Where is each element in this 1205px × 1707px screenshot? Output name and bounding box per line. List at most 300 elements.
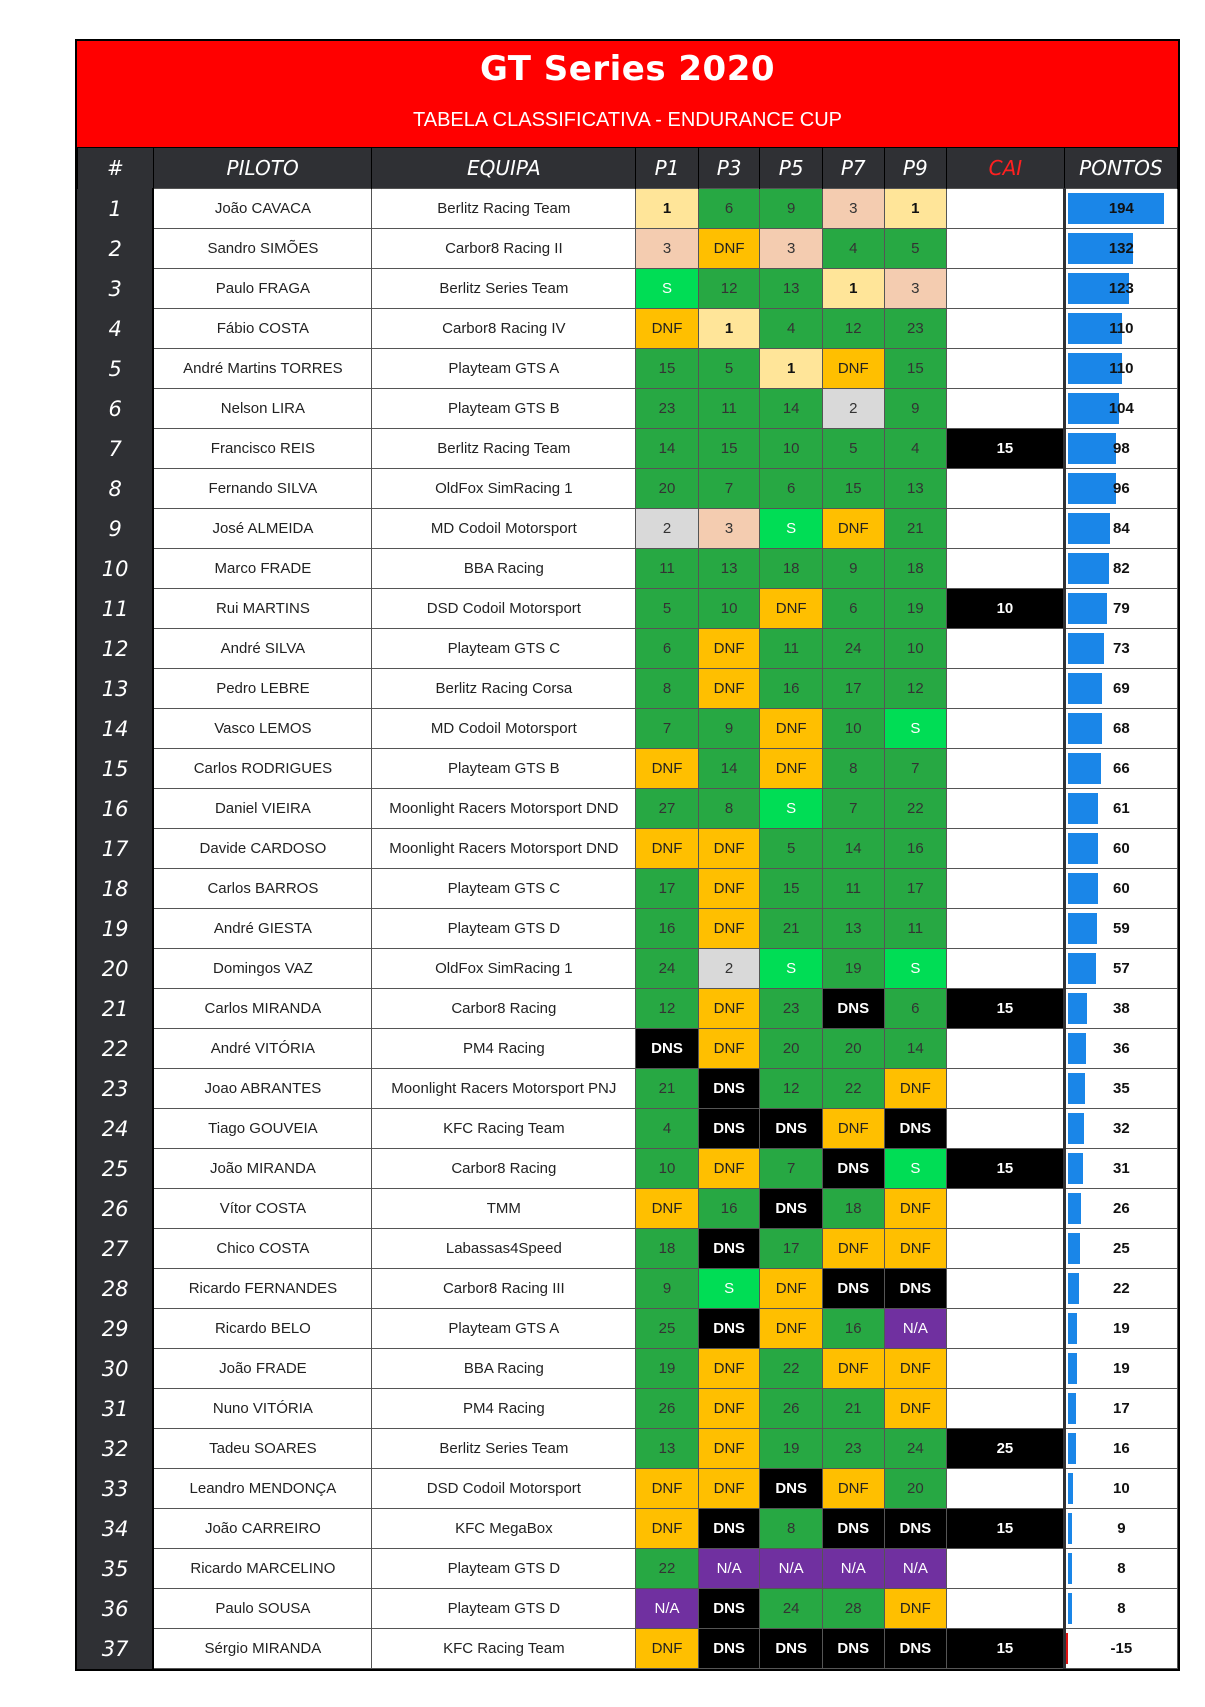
result-cell-p7: 2 <box>822 389 884 429</box>
result-cell-p7: DNS <box>822 989 884 1029</box>
result-cell-p9: 19 <box>884 589 947 629</box>
dropped-cell <box>947 229 1065 269</box>
dropped-cell <box>947 669 1065 709</box>
points-bar <box>1068 513 1110 544</box>
dropped-cell <box>947 1349 1065 1389</box>
result-cell-p7: 28 <box>822 1589 884 1629</box>
points-value: 60 <box>1113 880 1130 897</box>
table-row <box>78 909 1178 949</box>
points-value: 19 <box>1113 1360 1130 1377</box>
dropped-cell <box>947 349 1065 389</box>
points-bar <box>1068 713 1102 744</box>
driver-cell: João CAVACA <box>153 189 372 229</box>
result-cell-p7: 7 <box>822 789 884 829</box>
points-cell <box>1064 829 1177 869</box>
points-bar <box>1068 1593 1072 1624</box>
result-cell-p5: 19 <box>760 1429 823 1469</box>
points-bar <box>1068 1353 1077 1384</box>
result-cell-p7: 15 <box>822 469 884 509</box>
header-race-p3: P3 <box>698 148 760 189</box>
result-cell-p9: 3 <box>884 269 947 309</box>
points-cell <box>1064 229 1177 269</box>
points-bar <box>1068 1473 1073 1504</box>
points-value: 66 <box>1113 760 1130 777</box>
table-row <box>78 549 1178 589</box>
result-cell-p3: 15 <box>698 429 760 469</box>
result-cell-p5: 16 <box>760 669 823 709</box>
result-cell-p1: 26 <box>636 1389 699 1429</box>
position-cell: 25 <box>78 1149 154 1189</box>
points-cell <box>1064 709 1177 749</box>
result-cell-p1: 21 <box>636 1069 699 1109</box>
points-value: 96 <box>1113 480 1130 497</box>
points-bar <box>1068 993 1087 1024</box>
result-cell-p9: 23 <box>884 309 947 349</box>
result-cell-p7: 21 <box>822 1389 884 1429</box>
position-cell: 6 <box>78 389 154 429</box>
points-cell <box>1064 1229 1177 1269</box>
position-cell: 32 <box>78 1429 154 1469</box>
team-cell: BBA Racing <box>372 1349 636 1389</box>
points-value: 132 <box>1108 240 1134 257</box>
points-cell <box>1064 549 1177 589</box>
points-cell <box>1064 1029 1177 1069</box>
result-cell-p3: DNF <box>698 229 760 269</box>
result-cell-p5: 24 <box>760 1589 823 1629</box>
points-bar <box>1068 873 1098 904</box>
driver-cell: André VITÓRIA <box>153 1029 372 1069</box>
points-value: 22 <box>1113 1280 1130 1297</box>
result-cell-p3: N/A <box>698 1549 760 1589</box>
position-cell: 23 <box>78 1069 154 1109</box>
result-cell-p5: 21 <box>760 909 823 949</box>
points-bar <box>1068 673 1102 704</box>
dropped-cell <box>947 1469 1065 1509</box>
result-cell-p5: 15 <box>760 869 823 909</box>
result-cell-p9: 18 <box>884 549 947 589</box>
result-cell-p1: 24 <box>636 949 699 989</box>
result-cell-p7: DNF <box>822 1109 884 1149</box>
position-cell: 5 <box>78 349 154 389</box>
dropped-cell <box>947 189 1065 229</box>
result-cell-p9: 16 <box>884 829 947 869</box>
result-cell-p5: 9 <box>760 189 823 229</box>
result-cell-p3: DNF <box>698 1029 760 1069</box>
position-cell: 8 <box>78 469 154 509</box>
points-cell <box>1064 909 1177 949</box>
result-cell-p9: 24 <box>884 1429 947 1469</box>
result-cell-p7: 22 <box>822 1069 884 1109</box>
team-cell: PM4 Racing <box>372 1389 636 1429</box>
points-cell <box>1064 1629 1177 1669</box>
points-cell <box>1064 789 1177 829</box>
result-cell-p5: DNS <box>760 1469 823 1509</box>
result-cell-p7: 19 <box>822 949 884 989</box>
table-row <box>78 1389 1178 1429</box>
driver-cell: Carlos BARROS <box>153 869 372 909</box>
result-cell-p1: 6 <box>636 629 699 669</box>
result-cell-p1: 3 <box>636 229 699 269</box>
dropped-cell <box>947 1029 1065 1069</box>
result-cell-p3: DNF <box>698 1149 760 1189</box>
table-row <box>78 1029 1178 1069</box>
points-value: 123 <box>1108 280 1134 297</box>
position-cell: 2 <box>78 229 154 269</box>
team-cell: Playteam GTS B <box>372 749 636 789</box>
position-cell: 26 <box>78 1189 154 1229</box>
table-row <box>78 1589 1178 1629</box>
result-cell-p7: 20 <box>822 1029 884 1069</box>
result-cell-p9: DNF <box>884 1389 947 1429</box>
driver-cell: João FRADE <box>153 1349 372 1389</box>
result-cell-p7: DNF <box>822 1229 884 1269</box>
table-row <box>78 1469 1178 1509</box>
header-race-p9: P9 <box>884 148 947 189</box>
points-cell <box>1064 1509 1177 1549</box>
driver-cell: Ricardo BELO <box>153 1309 372 1349</box>
driver-cell: Pedro LEBRE <box>153 669 372 709</box>
result-cell-p1: 7 <box>636 709 699 749</box>
dropped-cell <box>947 829 1065 869</box>
driver-cell: Sérgio MIRANDA <box>153 1629 372 1669</box>
result-cell-p3: 8 <box>698 789 760 829</box>
header-race-p5: P5 <box>760 148 823 189</box>
team-cell: Carbor8 Racing IV <box>372 309 636 349</box>
position-cell: 19 <box>78 909 154 949</box>
position-cell: 4 <box>78 309 154 349</box>
points-cell <box>1064 269 1177 309</box>
dropped-cell: 15 <box>947 989 1065 1029</box>
points-value: 36 <box>1113 1040 1130 1057</box>
table-row <box>78 1149 1178 1189</box>
position-cell: 37 <box>78 1629 154 1669</box>
result-cell-p7: 5 <box>822 429 884 469</box>
table-row <box>78 309 1178 349</box>
result-cell-p1: DNF <box>636 749 699 789</box>
result-cell-p3: DNF <box>698 1429 760 1469</box>
driver-cell: Nelson LIRA <box>153 389 372 429</box>
result-cell-p9: 10 <box>884 629 947 669</box>
points-cell <box>1064 749 1177 789</box>
result-cell-p7: 3 <box>822 189 884 229</box>
team-cell: Playteam GTS B <box>372 389 636 429</box>
points-bar <box>1068 1033 1086 1064</box>
driver-cell: André SILVA <box>153 629 372 669</box>
team-cell: Labassas4Speed <box>372 1229 636 1269</box>
result-cell-p1: S <box>636 269 699 309</box>
table-row <box>78 1109 1178 1149</box>
position-cell: 17 <box>78 829 154 869</box>
points-cell <box>1064 1349 1177 1389</box>
page-title: GT Series 2020 <box>479 49 776 89</box>
points-cell <box>1064 949 1177 989</box>
header-dropped: CAI <box>947 148 1065 189</box>
table-row <box>78 1269 1178 1309</box>
dropped-cell <box>947 1069 1065 1109</box>
dropped-cell <box>947 1269 1065 1309</box>
result-cell-p7: 1 <box>822 269 884 309</box>
result-cell-p3: 5 <box>698 349 760 389</box>
result-cell-p3: 3 <box>698 509 760 549</box>
result-cell-p3: DNF <box>698 909 760 949</box>
result-cell-p3: DNF <box>698 1389 760 1429</box>
points-bar <box>1068 1073 1085 1104</box>
table-row <box>78 829 1178 869</box>
driver-cell: Davide CARDOSO <box>153 829 372 869</box>
result-cell-p5: DNF <box>760 709 823 749</box>
points-cell <box>1064 669 1177 709</box>
dropped-cell <box>947 1549 1065 1589</box>
result-cell-p1: DNF <box>636 309 699 349</box>
points-cell <box>1064 389 1177 429</box>
points-value: 19 <box>1113 1320 1130 1337</box>
position-cell: 36 <box>78 1589 154 1629</box>
result-cell-p3: 12 <box>698 269 760 309</box>
result-cell-p5: 17 <box>760 1229 823 1269</box>
position-cell: 35 <box>78 1549 154 1589</box>
result-cell-p5: DNF <box>760 1309 823 1349</box>
points-value: 68 <box>1113 720 1130 737</box>
points-value: 69 <box>1113 680 1130 697</box>
team-cell: Playteam GTS C <box>372 869 636 909</box>
result-cell-p1: 14 <box>636 429 699 469</box>
result-cell-p1: 16 <box>636 909 699 949</box>
points-cell <box>1064 869 1177 909</box>
table-row <box>78 629 1178 669</box>
dropped-cell <box>947 909 1065 949</box>
result-cell-p7: DNS <box>822 1629 884 1669</box>
dropped-cell <box>947 709 1065 749</box>
position-cell: 22 <box>78 1029 154 1069</box>
result-cell-p3: DNS <box>698 1509 760 1549</box>
points-value: 79 <box>1113 600 1130 617</box>
team-cell: DSD Codoil Motorsport <box>372 1469 636 1509</box>
driver-cell: Tiago GOUVEIA <box>153 1109 372 1149</box>
position-cell: 12 <box>78 629 154 669</box>
result-cell-p1: N/A <box>636 1589 699 1629</box>
points-value: 84 <box>1113 520 1130 537</box>
points-value: 61 <box>1113 800 1130 817</box>
driver-cell: Vítor COSTA <box>153 1189 372 1229</box>
points-value: 32 <box>1113 1120 1130 1137</box>
result-cell-p5: 8 <box>760 1509 823 1549</box>
result-cell-p7: 17 <box>822 669 884 709</box>
table-row <box>78 949 1178 989</box>
team-cell: Carbor8 Racing II <box>372 229 636 269</box>
result-cell-p3: DNS <box>698 1069 760 1109</box>
points-cell <box>1064 509 1177 549</box>
result-cell-p3: 2 <box>698 949 760 989</box>
result-cell-p3: 6 <box>698 189 760 229</box>
result-cell-p5: 26 <box>760 1389 823 1429</box>
result-cell-p3: 7 <box>698 469 760 509</box>
result-cell-p3: DNS <box>698 1589 760 1629</box>
dropped-cell <box>947 949 1065 989</box>
position-cell: 24 <box>78 1109 154 1149</box>
result-cell-p1: 25 <box>636 1309 699 1349</box>
points-value: 110 <box>1109 320 1134 337</box>
table-row <box>78 1629 1178 1669</box>
position-cell: 16 <box>78 789 154 829</box>
result-cell-p9: S <box>884 709 947 749</box>
driver-cell: Vasco LEMOS <box>153 709 372 749</box>
table-row <box>78 669 1178 709</box>
result-cell-p3: 9 <box>698 709 760 749</box>
result-cell-p9: 12 <box>884 669 947 709</box>
position-cell: 14 <box>78 709 154 749</box>
result-cell-p5: N/A <box>760 1549 823 1589</box>
dropped-cell <box>947 869 1065 909</box>
points-bar <box>1068 1393 1076 1424</box>
result-cell-p3: DNF <box>698 829 760 869</box>
dropped-cell <box>947 389 1065 429</box>
position-cell: 29 <box>78 1309 154 1349</box>
driver-cell: José ALMEIDA <box>153 509 372 549</box>
points-bar <box>1068 1113 1084 1144</box>
result-cell-p5: 14 <box>760 389 823 429</box>
dropped-cell <box>947 269 1065 309</box>
driver-cell: Nuno VITÓRIA <box>153 1389 372 1429</box>
result-cell-p1: 15 <box>636 349 699 389</box>
points-cell <box>1064 1149 1177 1189</box>
result-cell-p5: DNF <box>760 589 823 629</box>
result-cell-p5: S <box>760 949 823 989</box>
result-cell-p1: 8 <box>636 669 699 709</box>
points-value: 35 <box>1113 1080 1130 1097</box>
result-cell-p1: 27 <box>636 789 699 829</box>
result-cell-p9: DNF <box>884 1589 947 1629</box>
result-cell-p7: 9 <box>822 549 884 589</box>
result-cell-p1: 4 <box>636 1109 699 1149</box>
points-bar <box>1068 633 1104 664</box>
result-cell-p3: 10 <box>698 589 760 629</box>
dropped-cell <box>947 629 1065 669</box>
result-cell-p7: 23 <box>822 1429 884 1469</box>
result-cell-p1: 18 <box>636 1229 699 1269</box>
team-cell: Moonlight Racers Motorsport PNJ <box>372 1069 636 1109</box>
result-cell-p5: S <box>760 789 823 829</box>
driver-cell: Carlos RODRIGUES <box>153 749 372 789</box>
result-cell-p9: S <box>884 1149 947 1189</box>
team-cell: Playteam GTS D <box>372 909 636 949</box>
points-value: 59 <box>1113 920 1130 937</box>
team-cell: Berlitz Series Team <box>372 269 636 309</box>
points-bar <box>1068 433 1116 464</box>
points-bar <box>1068 913 1097 944</box>
result-cell-p9: DNS <box>884 1109 947 1149</box>
result-cell-p3: 16 <box>698 1189 760 1229</box>
points-bar <box>1068 793 1098 824</box>
points-value: 73 <box>1113 640 1130 657</box>
result-cell-p9: S <box>884 949 947 989</box>
team-cell: BBA Racing <box>372 549 636 589</box>
points-cell <box>1064 349 1177 389</box>
dropped-cell <box>947 1109 1065 1149</box>
table-row <box>78 1309 1178 1349</box>
points-cell <box>1064 1189 1177 1229</box>
points-bar <box>1064 1633 1068 1664</box>
points-cell <box>1064 469 1177 509</box>
driver-cell: João MIRANDA <box>153 1149 372 1189</box>
result-cell-p1: DNF <box>636 1189 699 1229</box>
result-cell-p3: DNS <box>698 1629 760 1669</box>
result-cell-p3: 1 <box>698 309 760 349</box>
standings-table <box>77 148 1178 1669</box>
points-bar <box>1068 1193 1081 1224</box>
result-cell-p9: DNF <box>884 1069 947 1109</box>
points-value: -15 <box>1110 1640 1133 1657</box>
table-row <box>78 1229 1178 1269</box>
result-cell-p5: 12 <box>760 1069 823 1109</box>
dropped-cell <box>947 469 1065 509</box>
result-cell-p3: DNF <box>698 869 760 909</box>
position-cell: 13 <box>78 669 154 709</box>
result-cell-p9: DNS <box>884 1269 947 1309</box>
dropped-cell <box>947 1589 1065 1629</box>
position-cell: 31 <box>78 1389 154 1429</box>
driver-cell: Paulo SOUSA <box>153 1589 372 1629</box>
result-cell-p9: DNF <box>884 1189 947 1229</box>
driver-cell: Ricardo MARCELINO <box>153 1549 372 1589</box>
team-cell: PM4 Racing <box>372 1029 636 1069</box>
result-cell-p5: DNF <box>760 1269 823 1309</box>
team-cell: MD Codoil Motorsport <box>372 709 636 749</box>
position-cell: 20 <box>78 949 154 989</box>
result-cell-p1: 20 <box>636 469 699 509</box>
points-bar <box>1068 593 1107 624</box>
result-cell-p5: DNS <box>760 1189 823 1229</box>
table-row <box>78 269 1178 309</box>
team-cell: Playteam GTS A <box>372 349 636 389</box>
result-cell-p1: 1 <box>636 189 699 229</box>
position-cell: 3 <box>78 269 154 309</box>
result-cell-p5: DNS <box>760 1629 823 1669</box>
driver-cell: Ricardo FERNANDES <box>153 1269 372 1309</box>
table-row <box>78 1349 1178 1389</box>
team-cell: OldFox SimRacing 1 <box>372 469 636 509</box>
driver-cell: Rui MARTINS <box>153 589 372 629</box>
result-cell-p5: 1 <box>760 349 823 389</box>
points-bar <box>1068 953 1096 984</box>
driver-cell: Leandro MENDONÇA <box>153 1469 372 1509</box>
points-cell <box>1064 1109 1177 1149</box>
result-cell-p7: DNF <box>822 349 884 389</box>
result-cell-p5: 18 <box>760 549 823 589</box>
table-row <box>78 1429 1178 1469</box>
team-cell: KFC MegaBox <box>372 1509 636 1549</box>
result-cell-p5: S <box>760 509 823 549</box>
position-cell: 21 <box>78 989 154 1029</box>
header-driver: PILOTO <box>153 148 372 189</box>
points-bar <box>1068 553 1109 584</box>
points-value: 57 <box>1113 960 1130 977</box>
position-cell: 11 <box>78 589 154 629</box>
team-cell: Moonlight Racers Motorsport DND <box>372 829 636 869</box>
team-cell: Carbor8 Racing <box>372 1149 636 1189</box>
points-bar <box>1068 1553 1072 1584</box>
result-cell-p1: 17 <box>636 869 699 909</box>
table-row <box>78 1549 1178 1589</box>
result-cell-p7: DNF <box>822 1349 884 1389</box>
table-row <box>78 749 1178 789</box>
result-cell-p7: N/A <box>822 1549 884 1589</box>
points-bar <box>1068 1273 1079 1304</box>
result-cell-p7: 6 <box>822 589 884 629</box>
team-cell: Playteam GTS C <box>372 629 636 669</box>
points-value: 38 <box>1113 1000 1130 1017</box>
points-bar <box>1068 833 1098 864</box>
position-cell: 30 <box>78 1349 154 1389</box>
